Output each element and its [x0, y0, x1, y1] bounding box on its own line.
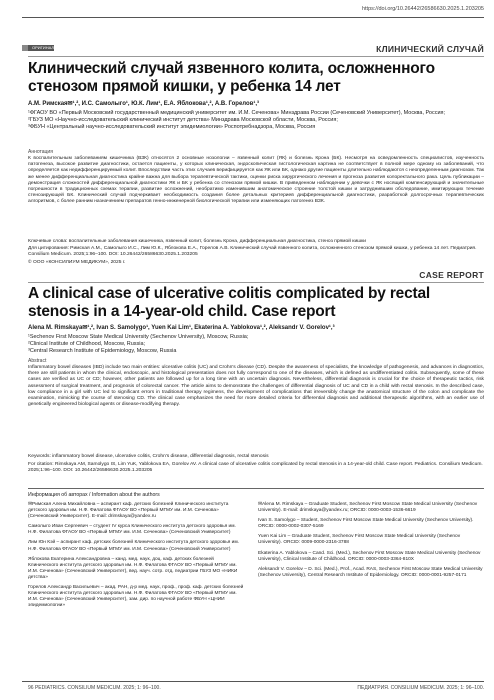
- affiliation-en-3: ³Central Research Institute of Epidemiology, Moscow, Russia: [28, 348, 177, 355]
- header-rule: [22, 17, 484, 18]
- author-info-en-5: Aleksandr V. Gorelov – D. Sci. (Med.), Prof., Acad. RAS, Sechenov First Moscow State Medical University (Sechenov University), Central Research Institute of Epidemiology. ORCID: 0000-0001-9257-0171: [258, 566, 483, 578]
- abstract-en: Inflammatory bowel diseases (IBD) include two main entities: ulcerative colitis (UC) and Crohn's disease (CD). Despite the awareness of specialists, the knowledge of pathogenesis, and advances in diagnostics, there are still patients in whom the clinical, endoscopic, and histological presentation does not fully correspond to one of the diseases, which is defined as undifferentiated colitis. Subsequently, some of these cases are verified as UC or CD; however, other patients are followed up for a long time with an uncertain diagnosis. Nevertheless, differential diagnosis is crucial for the choice of therapeutic tactics, risk assessment of surgical treatment, and prognosis of colorectal cancer. The article aims to demonstrate the challenges of differential diagnosis of UC and CD in a child with rectal stenosis. In the described case, low compliance in a girl with UC led to significant errors in traditional therapy regimens, the development of complications that irreversibly change the anatomical structure of the colon and complicate the examination, mimicking the course of stenosing CD. The clinical case emphasizes the need for more detailed criteria for differential diagnosis and additional therapeutic algorithms, with an earlier use of genetically engineered biological agents or disease-modifying therapy.: [28, 365, 484, 408]
- copyright: © ООО «КОНСИЛИУМ МЕДИКУМ», 2025 г.: [28, 260, 126, 265]
- authors-ru: А.М. Римская✉¹,², И.С. Самолыго¹, Ю.К. Лим¹, Е.А. Яблокова¹,², А.В. Горелов¹,³: [28, 101, 260, 107]
- author-info-en-3: Yuen Kai Lim – Graduate Student, Sechenov First Moscow State Medical University (Sechenov University). ORCID: 0009-0000-2316-3788: [258, 534, 461, 546]
- doi-link[interactable]: https://doi.org/10.26442/26586630.2025.1.203205: [361, 6, 484, 12]
- affiliation-ru-2: ²ГБУЗ МО «Научно-исследовательский клинический институт детства» Минздрава Московской области, Москва, Россия;: [28, 117, 338, 124]
- affiliation-ru-1: ¹ФГАОУ ВО «Первый Московский государственный медицинский университет им. И.М. Сеченова» Минздрава России (Сеченовский Университет), Москва, Россия;: [28, 110, 446, 116]
- section-rule-ru: [28, 56, 484, 57]
- abstract-ru: К воспалительным заболеваниям кишечника (ВЗК) относятся 2 основные нозологии – язвенный колит (ЯК) и болезнь Крона (БК). Несмотря на осведомленность специалистов, изученность патогенеза, высокое развитие диагностики, остается пациенты, у которых клиническая, эндоскопическая гистологическая картина не соответствует в полной мере одному из заболеваний, что определяется как недифференцируемый колит. Впоследствии часть этих случаев верифицируется как ЯК или БК, однако другие пациенты длительно наблюдаются с неопределенным диагнозом. Так же менее дифференциальная диагностика крайне важна для выбора терапевтической тактики, оценки риска хирургического лечения и прогноза развития колоректального рака. Цель публикации – демонстрация сложностей дифференциальной диагностики ЯК и БК у ребенка со стенозом прямой кишки. В приведенном наблюдении у девочки с ЯК носящий компенсирующий и значительные погрешности в традиционных схемах терапии, развитие осложнений, необратимо изменившим анатомическое строение толстой кишки и затруднившим обследование, имитирующих течение стенозирующей БК. Клинический случай подчеркивает необходимость создания более детальных критериев дифференциальной диагностики, разработкой долгосрочных терапевтических алгоритмов, с более ранним назначением препаратов генно-инженерной биологической терапии или изменяющих патогенез ВЗК.: [28, 156, 484, 205]
- footer-rule: [22, 681, 484, 682]
- section-label-ru: КЛИНИЧЕСКИЙ СЛУЧАЙ: [376, 44, 484, 54]
- abstract-label-en: Abstract: [28, 358, 47, 364]
- author-info-en: [258, 502, 484, 678]
- abstract-label-ru: Аннотация: [28, 149, 53, 155]
- footer-left: 96 PEDIATRICS. CONSILIUM MEDICUM. 2025; 1: 96–100.: [28, 685, 161, 691]
- author-info-ru-2: Самолыго Иван Сергеевич – студент IV курса Клинического института детского здоровья им. Н.Ф. Филатова ФГАОУ ВО «Первый МГМУ им. И.М. Сеченова» (Сеченовский Университет): [28, 524, 236, 536]
- affiliations-ru: [28, 110, 484, 132]
- affiliation-ru-3: ³ФБУН «Центральный научно-исследовательский институт эпидемиологии» Роспотребнадзора, Москва, Россия: [28, 124, 316, 131]
- author-info-ru-3: Лим Юн Кэй – аспирант каф. детских болезней Клинического института детского здоровья им. Н.Ф. Филатова ФГАОУ ВО «Первый МГМУ им. И.М. Сеченова» (Сеченовский Университет): [28, 540, 239, 552]
- affiliations-en: [28, 334, 484, 356]
- author-info-ru-4: Яблокова Екатерина Александровна – канд. мед. наук, доц. каф. детских болезней Клинического института детского здоровья им. Н.Ф. Филатова ФГАОУ ВО «Первый МГМУ им. И.М. Сеченова» (Сеченовский Университет), вед. науч. сотр. отд. педиатрии ГБУЗ МО «НИКИ детства»: [28, 556, 238, 580]
- citation-ru: Для цитирования: Римская А.М., Самолыго И.С., Лим Ю.К., Яблокова Е.А., Горелов А.В. Клинический случай язвенного колита, осложненного стенозом прямой кишки, у ребенка 14 лет. Педиатрия. Consilium Medicum. 2025;1:96–100. DOI: 10.26442/26586630.2025.1.203205: [28, 246, 477, 258]
- author-info-ru-1: ✉Римская Алена Михайловна – аспирант каф. детских болезней Клинического института детского здоровья им. Н.Ф. Филатова ФГАОУ ВО «Первый МГМУ им. И.М. Сеченова» (Сеченовский Университет). E-mail: drimskaya@yandex.ru: [28, 502, 229, 520]
- section-label-en: CASE REPORT: [419, 270, 484, 280]
- article-type-badge: ОРИГИНАЛЬНАЯ СТАТЬЯ: [28, 45, 54, 51]
- author-info-ru: [28, 502, 244, 678]
- keywords-en: Keywords: inflammatory bowel disease, ulcerative colitis, Crohn's disease, differential diagnosis, rectal stenosis: [28, 454, 269, 459]
- section-rule-en: [28, 282, 484, 283]
- author-info-en-4: Ekaterina A. Yablokova – Cand. Sci. (Med.), Sechenov First Moscow State Medical University (Sechenov University), Clinical Institute of Childhood. ORCID: 0000-0003-3364-810X: [258, 550, 481, 562]
- info-rule: [28, 488, 484, 489]
- authors-en: Alena M. Rimskaya✉¹,², Ivan S. Samolygo¹, Yuen Kai Lim¹, Ekaterina A. Yablokova¹,², Aleksandr V. Gorelov¹,³: [28, 325, 335, 331]
- affiliation-en-2: ²Clinical Institute of Childhood, Moscow, Russia;: [28, 341, 146, 348]
- author-info-en-2: Ivan S. Samolygo – Student, Sechenov First Moscow State Medical University (Sechenov University). ORCID: 0000-0002-0307-5169: [258, 518, 474, 530]
- citation-en: For citation: Rimskaya AM, Samolygo IS, Lim YuK, Yablokova EA, Gorelov AV. A clinical case of ulcerative colitis complicated by rectal stenosis in a 14-year-old child. Case report. Pediatrics. Consilium Medicum. 2025;1:96–100. DOI: 10.26442/26586630.2025.1.203205: [28, 462, 483, 474]
- author-info-title: Информация об авторах / Information about the authors: [28, 492, 160, 498]
- title-en: A clinical case of ulcerative colitis complicated by rectal stenosis in a 14-year-old child. Case report: [28, 285, 430, 320]
- footer-right: ПЕДИАТРИЯ. CONSILIUM MEDICUM. 2025; 1: 96–100.: [357, 685, 484, 691]
- author-info-ru-5: Горелов Александр Васильевич – акад. РАН, д-р мед. наук, проф., проф. каф. детских болезней Клинического института детского здоровья им. Н.Ф. Филатова ФГАОУ ВО «Первый МГМУ им. И.М. Сеченова» (Сеченовский Университет), зам. дир. по научной работе ФБУН «ЦНИИ эпидемиологии»: [28, 585, 244, 609]
- keywords-ru: Ключевые слова: воспалительные заболевания кишечника, язвенный колит, болезнь Крона, дифференциальная диагностика, стеноз прямой кишки: [28, 239, 366, 244]
- author-info-en-1: ✉Alena M. Rimskaya – Graduate Student, Sechenov First Moscow State Medical University (Sechenov University). E-mail: drimskaya@yandex.ru; ORCID: 0000-0003-1536-6619: [258, 502, 478, 514]
- title-ru: Клинический случай язвенного колита, осложненного стенозом прямой кишки, у ребенка 14 лет: [28, 60, 435, 95]
- affiliation-en-1: ¹Sechenov First Moscow State Medical University (Sechenov University), Moscow, Russia;: [28, 334, 249, 340]
